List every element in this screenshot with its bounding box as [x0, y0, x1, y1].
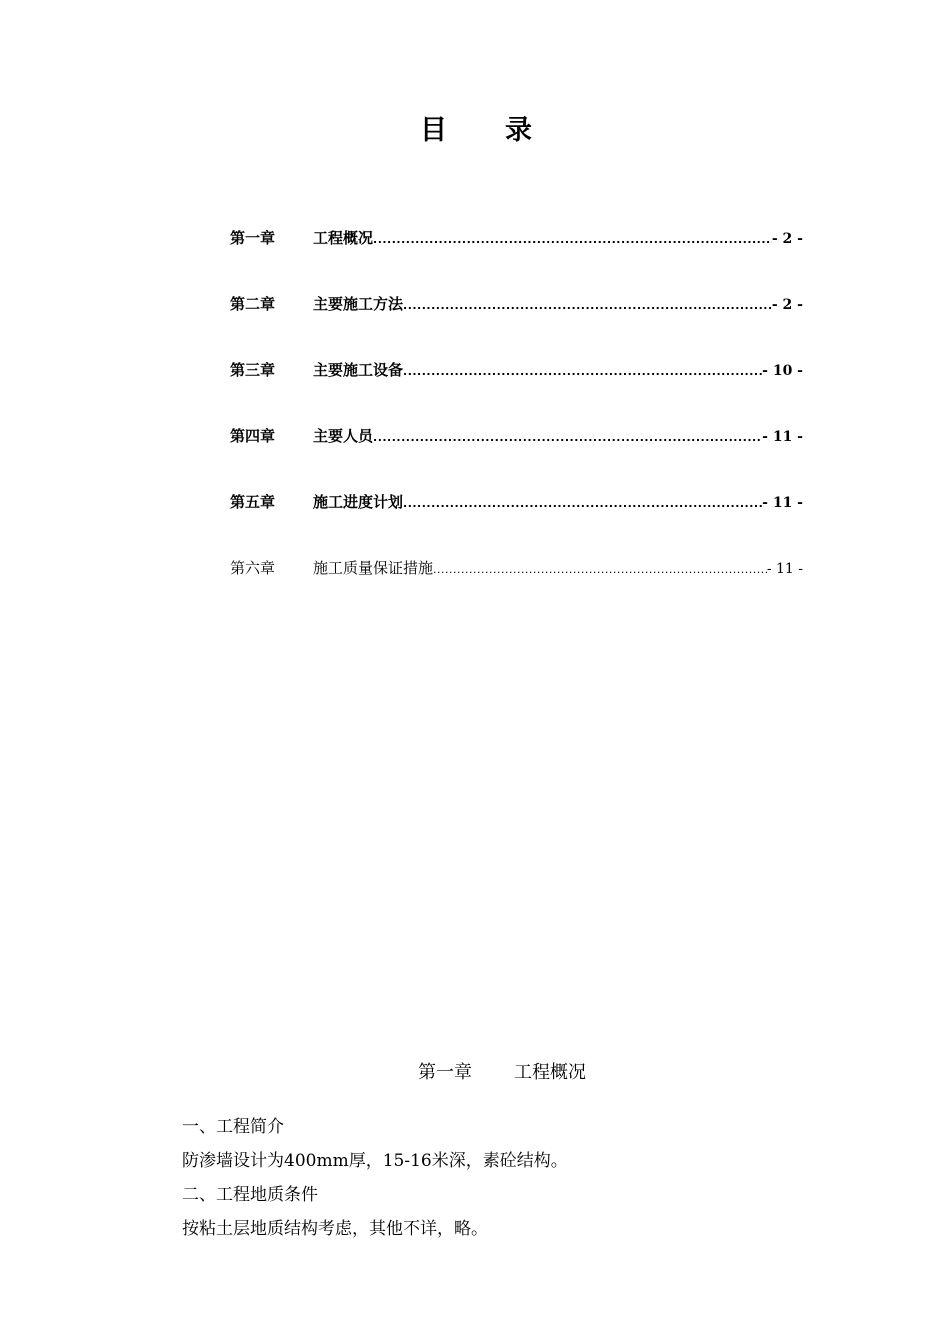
table-of-contents — [230, 220, 803, 616]
toc-chapter-title: 施工进度计划 — [313, 493, 404, 511]
paragraph: 按粘土层地质结构考虑，其他不详，略。 — [182, 1219, 488, 1239]
toc-chapter-number: 第四章 — [230, 427, 276, 445]
chapter-body — [182, 1112, 822, 1248]
toc-page-number: - 11 - — [762, 429, 803, 445]
chapter-heading — [0, 1058, 950, 1088]
toc-chapter-number: 第一章 — [230, 229, 276, 247]
toc-chapter-title: 主要施工设备 — [313, 361, 404, 379]
toc-chapter-number: 第三章 — [230, 361, 276, 379]
toc-chapter-title: 主要施工方法 — [313, 295, 404, 313]
toc-entry-chapter-5[interactable] — [230, 484, 803, 550]
chapter-number: 第一章 — [418, 1062, 472, 1083]
toc-dot-leader — [373, 222, 772, 258]
toc-entry-chapter-1[interactable] — [230, 220, 803, 286]
toc-dot-leader — [403, 486, 762, 522]
toc-dot-leader — [403, 288, 772, 324]
toc-chapter-title: 施工质量保证措施 — [313, 559, 434, 577]
toc-page-number: - 11 - — [762, 495, 803, 511]
toc-page-number: - 11 - — [766, 561, 803, 577]
toc-chapter-number: 第五章 — [230, 493, 276, 511]
toc-dot-leader — [433, 552, 767, 588]
toc-chapter-title: 主要人员 — [313, 427, 374, 445]
toc-chapter-number: 第二章 — [230, 295, 276, 313]
toc-entry-chapter-4[interactable] — [230, 418, 803, 484]
toc-entry-chapter-6[interactable] — [230, 550, 803, 616]
toc-chapter-title: 工程概况 — [313, 229, 374, 247]
toc-page-number: - 2 - — [771, 297, 803, 313]
toc-title: 目录 — [420, 115, 590, 146]
toc-dot-leader — [403, 354, 762, 390]
section-heading: 一、工程简介 — [182, 1117, 284, 1137]
toc-chapter-number: 第六章 — [230, 559, 276, 577]
toc-dot-leader — [373, 420, 762, 456]
toc-entry-chapter-3[interactable] — [230, 352, 803, 418]
section-heading: 二、工程地质条件 — [182, 1185, 318, 1205]
toc-entry-chapter-2[interactable] — [230, 286, 803, 352]
toc-page-number: - 10 - — [762, 363, 803, 379]
paragraph: 防渗墙设计为400mm厚，15-16米深，素砼结构。 — [182, 1151, 568, 1171]
chapter-title: 工程概况 — [514, 1062, 586, 1083]
toc-page-number: - 2 - — [771, 231, 803, 247]
